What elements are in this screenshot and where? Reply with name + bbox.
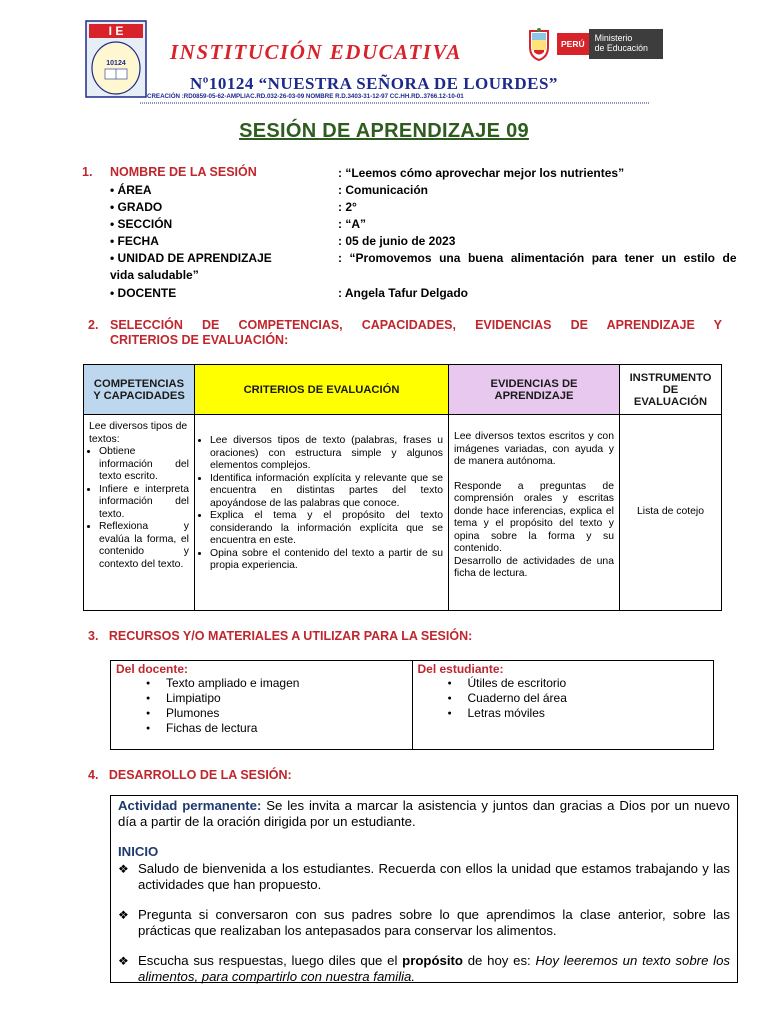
criterio-item: • Lee diversos tipos de texto (palabras, frases u oraciones) con estructura simple y algunos elementos complejos. [210,435,443,473]
development-item-text: de hoy es: [462,953,536,968]
criterio-item: • Identifica información explícita y relevante que se encuentra en distintas partes del texto apoyándose de las palabras que conoce. [210,473,443,511]
header-competencias: COMPETENCIAS Y CAPACIDADES [84,365,195,415]
student-resource-item: ● Útiles de escritorio [418,676,709,691]
permanent-activity-label: Actividad permanente: [118,798,262,813]
area-label: • ÁREA [110,183,152,197]
teacher-label: • DOCENTE [110,286,177,300]
development-item-text: Saludo de bienvenida a los estudiantes. Recuerda con ellos la unidad que estamos trabajando y las actividades que han propuesto. [138,861,730,892]
header-divider [140,101,650,105]
teacher-resource-item: ● Fichas de lectura [116,721,407,736]
purpose-statement: Hoy leeremos un texto sobre los alimentos, para compartirlo con nuestra familia. [138,953,731,984]
evidencia-paragraph: Desarrollo de actividades de una ficha de lectura. [454,555,614,579]
diamond-bullet-icon: ❖ [118,954,129,968]
section2-number: 2. [88,318,99,332]
student-resources-label: Del estudiante: [417,662,504,676]
teacher-resource-item: ● Texto ampliado e imagen [116,676,407,691]
header-evidencias: EVIDENCIAS DE APRENDIZAJE [449,365,620,415]
unit-value: : “Promovemos una buena alimentación para tener un estilo de [338,251,737,265]
teacher-resource-item: ● Limpiatipo [116,691,407,706]
instrumento-cell [620,415,722,611]
diamond-bullet-icon: ❖ [118,862,129,876]
peru-shield-icon [527,27,551,61]
criterio-item: • Explica el tema y el propósito del texto considerando la información explícita que se encuentra en este. [210,510,443,548]
competencia-item: • Obtiene información del texto escrito. [99,446,189,484]
student-resource-item: ● Letras móviles [418,706,709,721]
institution-title: INSTITUCIÓN EDUCATIVA [170,40,462,64]
competencia-item: • Reflexiona y evalúa la forma, el contenido y contexto del texto. [99,521,189,571]
grade-value: : 2° [338,200,357,214]
ministry-label [589,29,663,59]
logo-letters: I E [108,24,124,38]
grade-label: • GRADO [110,200,163,214]
section-value: : “A” [338,217,366,231]
unit-label: • UNIDAD DE APRENDIZAJE [110,251,272,265]
unit-value-continued: vida saludable” [110,268,199,282]
competencias-cell [84,415,195,611]
school-name: Nº10124 “NUESTRA SEÑORA DE LOURDES” [190,74,558,93]
ministry-line-1: Ministerio [594,33,633,43]
date-label: • FECHA [110,234,159,248]
resources-table [110,660,714,750]
development-item-text: Escucha sus respuestas, luego diles que el [138,953,403,968]
inicio-heading: INICIO [118,844,159,859]
development-item [118,861,730,893]
logo-number: 10124 [106,60,126,67]
student-resources-cell [412,661,714,750]
student-resource-item: ● Cuaderno del área [418,691,709,706]
criterios-cell [195,415,449,611]
competencia-item: • Infiere e interpreta información del texto. [99,484,189,522]
section-label: • SECCIÓN [110,217,173,231]
session-title: SESIÓN DE APRENDIZAJE 09 [239,120,529,142]
session-development-box [110,795,738,983]
session-name-value: : “Leemos cómo aprovechar mejor los nutrientes” [338,166,625,180]
evidencia-paragraph: Responde a preguntas de comprensión orales y escritas donde hace inferencias, explica el tema y el propósito del texto y opina sobre la forma y su contenido. [454,480,614,554]
development-item [118,953,730,985]
evidencias-cell [449,415,620,611]
diamond-bullet-icon: ❖ [118,908,129,922]
section2-heading-line2: CRITERIOS DE EVALUACIÓN: [110,333,289,347]
permanent-activity-text: Se les invita a marcar la asistencia y juntos dan gracias a Dios por un nuevo día a partir de la oración dirigida por un estudiante. [118,798,730,829]
ministry-line-2: de Educación [594,43,648,53]
teacher-resources-cell [111,661,413,750]
purpose-word: propósito [402,953,463,968]
header-instrumento: INSTRUMENTO DE EVALUACIÓN [620,365,722,415]
section4-heading: 4. DESARROLLO DE LA SESIÓN: [88,768,292,782]
session-name-label: NOMBRE DE LA SESIÓN [110,165,257,179]
school-logo [85,20,147,98]
competencies-table [83,364,722,611]
teacher-value: : Angela Tafur Delgado [338,286,469,300]
criterio-item: • Opina sobre el contenido del texto a partir de su propia experiencia. [210,548,443,573]
development-item [118,907,730,939]
date-value: : 05 de junio de 2023 [338,234,456,248]
teacher-resources-label: Del docente: [116,662,189,676]
creation-resolution: CREACIÓN :RD0859-05-62-AMPLIAC.RD.032-26-03-09 NOMBRE R.D.3403-31-12-97 CC.HH.RD..3766.12-10-01 [147,93,464,100]
teacher-resource-item: ● Plumones [116,706,407,721]
section2-heading-line1: SELECCIÓN DE COMPETENCIAS, CAPACIDADES, EVIDENCIAS DE APRENDIZAJE Y [110,318,722,332]
header-criterios: CRITERIOS DE EVALUACIÓN [195,365,449,415]
evidencia-paragraph: Lee diversos textos escritos y con imágenes variadas, con ayuda y de manera autónoma. [454,431,614,467]
section3-heading: 3. RECURSOS Y/O MATERIALES A UTILIZAR PARA LA SESIÓN: [88,629,473,643]
permanent-activity [118,798,730,830]
competencias-intro: Lee diversos tipos de textos: [89,421,188,445]
development-item-text: Pregunta si conversaron con sus padres sobre lo que aprendimos la clase anterior, sobre las prácticas que realizaban los antepasados para conservar los alimentos. [138,907,730,938]
area-value: : Comunicación [338,183,429,197]
section1-number: 1. [82,165,93,179]
instrumento-value: Lista de cotejo [636,506,704,518]
ministry-logo [527,27,663,61]
peru-label: PERÚ [557,33,589,55]
